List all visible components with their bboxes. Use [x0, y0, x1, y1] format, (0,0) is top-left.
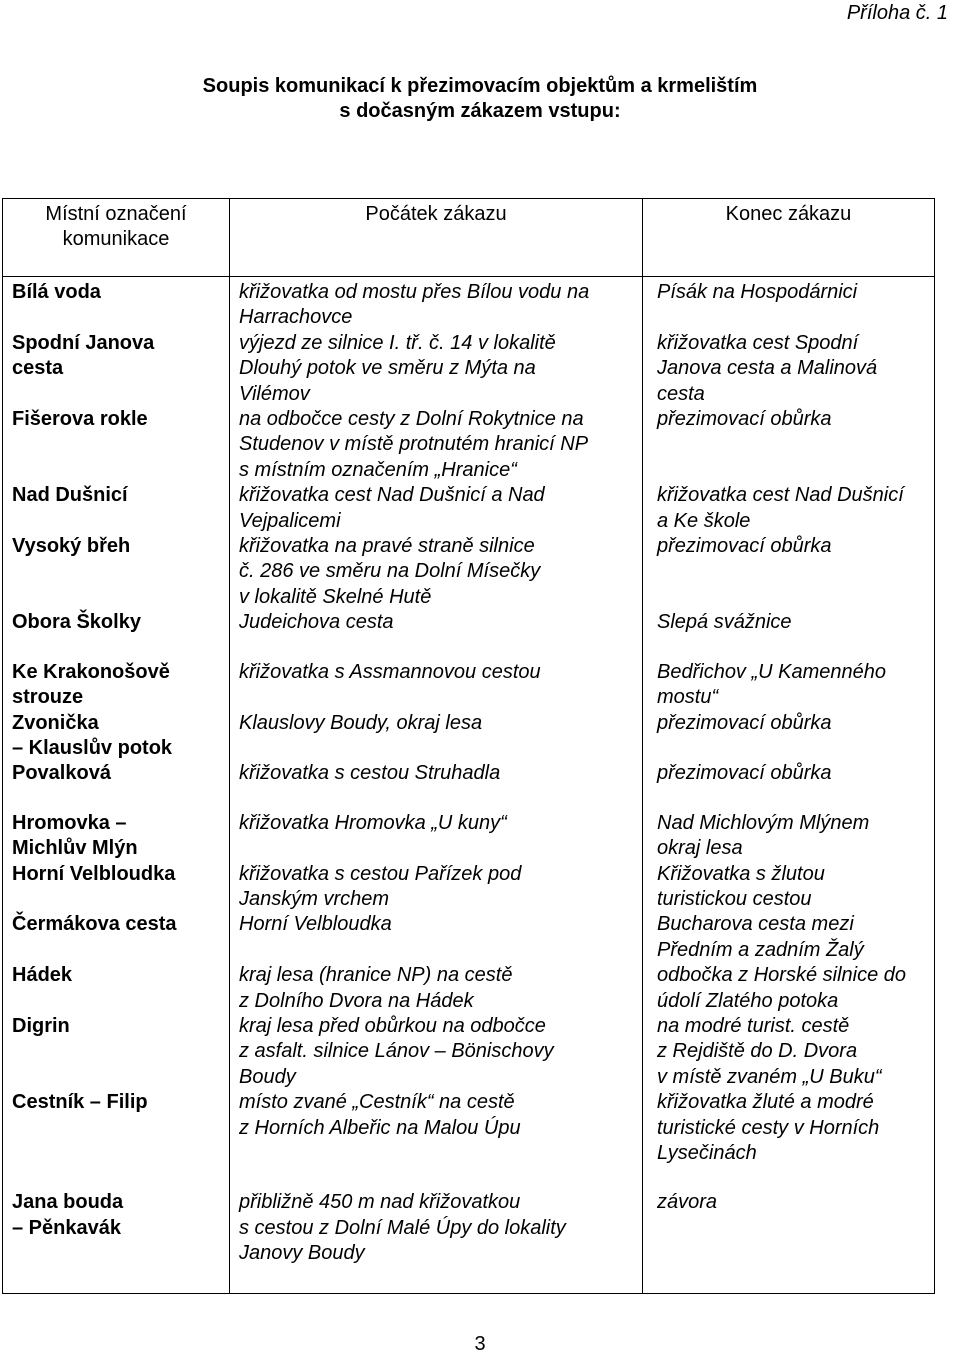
table-row	[3, 787, 935, 862]
cell-line: č. 286 ve směru na Dolní Mísečky	[239, 560, 541, 583]
cell-restriction-start	[230, 711, 643, 762]
cell-line: cesta	[12, 357, 64, 380]
table-row	[3, 331, 935, 407]
cell-line: mostu“	[657, 686, 719, 709]
cell-line: v místě zvaném „U Buku“	[657, 1065, 882, 1088]
cell-restriction-start	[230, 1090, 643, 1166]
header-local-name-line-2: komunikace	[62, 228, 170, 251]
cell-line: Klauslovy Boudy, okraj lesa	[239, 711, 483, 734]
cell-line: Čermákova cesta	[12, 913, 177, 936]
cell-line: křižovatka s Assmannovou cestou	[239, 660, 541, 683]
header-local-name	[3, 199, 230, 277]
cell-line: kraj lesa před obůrkou na odbočce	[239, 1014, 546, 1037]
annex-label: Příloha č. 1	[846, 2, 948, 24]
cell-line: turistickou cestou	[657, 887, 812, 910]
cell-line: Judeichova cesta	[239, 611, 394, 634]
cell-line: Michlův Mlýn	[12, 837, 138, 860]
cell-line: Nad Dušnicí	[12, 484, 128, 507]
cell-restriction-start	[230, 277, 643, 331]
cell-restriction-end	[643, 534, 935, 610]
table-header-row	[3, 199, 935, 277]
table-row	[3, 1166, 935, 1293]
cell-line: Boudy	[239, 1065, 296, 1088]
cell-line: turistické cesty v Horních	[657, 1116, 880, 1139]
cell-restriction-start	[230, 331, 643, 407]
cell-line: kraj lesa (hranice NP) na cestě	[239, 964, 513, 987]
cell-line: místo zvané „Cestník“ na cestě	[239, 1091, 515, 1114]
cell-communication-name	[3, 963, 230, 1014]
cell-line: křižovatka na pravé straně silnice	[239, 535, 535, 558]
cell-communication-name	[3, 1014, 230, 1090]
cell-restriction-end	[643, 963, 935, 1014]
cell-communication-name	[3, 1166, 230, 1293]
title-line-1: Soupis komunikací k přezimovacím objektům a krmelištím	[202, 75, 758, 97]
table-row	[3, 610, 935, 635]
cell-line: – Klauslův potok	[12, 736, 173, 759]
cell-restriction-start	[230, 1014, 643, 1090]
table-row	[3, 862, 935, 913]
cell-line: Obora Školky	[12, 611, 141, 634]
cell-line: cesta	[657, 382, 705, 405]
cell-line: Bílá voda	[12, 281, 101, 303]
cell-line: Horní Velbloudka	[12, 862, 176, 885]
cell-line: Vysoký břeh	[12, 535, 131, 558]
table-row	[3, 711, 935, 762]
cell-restriction-start	[230, 407, 643, 483]
cell-line: křižovatka s cestou Struhadla	[239, 762, 501, 785]
cell-restriction-end	[643, 1014, 935, 1090]
cell-line: závora	[657, 1191, 718, 1214]
restrictions-table	[2, 198, 935, 1294]
cell-line: přezimovací obůrka	[657, 762, 832, 785]
cell-restriction-start	[230, 534, 643, 610]
cell-restriction-start	[230, 1166, 643, 1293]
cell-line: a Ke škole	[657, 509, 751, 532]
cell-line: Dlouhý potok ve směru z Mýta na	[239, 357, 536, 380]
cell-restriction-start	[230, 787, 643, 862]
cell-line: Vejpalicemi	[239, 509, 341, 532]
cell-line: – Pěnkavák	[12, 1216, 121, 1239]
cell-line: Vilémov	[239, 382, 310, 405]
cell-communication-name	[3, 636, 230, 711]
cell-line: výjezd ze silnice I. tř. č. 14 v lokalitě	[239, 331, 556, 354]
cell-restriction-end	[643, 787, 935, 862]
cell-restriction-end	[643, 483, 935, 534]
cell-line: Křižovatka s žlutou	[657, 862, 825, 885]
cell-line: Janským vrchem	[239, 887, 390, 910]
cell-restriction-end	[643, 711, 935, 762]
cell-line: s cestou z Dolní Malé Úpy do lokality	[239, 1216, 566, 1239]
cell-line: strouze	[12, 686, 84, 709]
header-end: Konec zákazu	[643, 199, 935, 277]
cell-line: s místním označením „Hranice“	[239, 458, 517, 481]
cell-line: křižovatka cest Spodní	[657, 331, 859, 354]
table-row	[3, 761, 935, 786]
cell-communication-name	[3, 534, 230, 610]
cell-line: Janova cesta a Malinová	[657, 357, 878, 380]
cell-restriction-end	[643, 1090, 935, 1166]
cell-line: z Rejdiště do D. Dvora	[657, 1040, 858, 1063]
cell-restriction-start	[230, 912, 643, 963]
cell-line: křižovatka cest Nad Dušnicí a Nad	[239, 484, 545, 507]
cell-communication-name	[3, 912, 230, 963]
cell-line: Předním a zadním Žalý	[657, 938, 864, 961]
cell-line: Jana bouda	[12, 1191, 124, 1214]
page-number: 3	[474, 1333, 486, 1355]
cell-line: Cestník – Filip	[12, 1091, 148, 1114]
cell-restriction-end	[643, 636, 935, 711]
table-row	[3, 636, 935, 711]
cell-restriction-start	[230, 483, 643, 534]
title-line-2: s dočasným zákazem vstupu:	[339, 100, 621, 122]
cell-line: Hromovka –	[12, 811, 127, 834]
cell-communication-name	[3, 711, 230, 762]
cell-line: údolí Zlatého potoka	[657, 989, 839, 1012]
cell-line: přibližně 450 m nad křižovatkou	[239, 1191, 521, 1214]
cell-line: Studenov v místě protnutém hranicí NP	[239, 433, 589, 456]
cell-line: křižovatka cest Nad Dušnicí	[657, 484, 904, 507]
table-row	[3, 277, 935, 331]
cell-restriction-end	[643, 277, 935, 331]
cell-line: Slepá svážnice	[657, 611, 792, 634]
table-row	[3, 1090, 935, 1166]
table-row	[3, 534, 935, 610]
cell-line: v lokalitě Skelné Hutě	[239, 585, 432, 608]
cell-line: na odbočce cesty z Dolní Rokytnice na	[239, 408, 584, 431]
cell-line: křižovatka žluté a modré	[657, 1091, 874, 1114]
cell-communication-name	[3, 787, 230, 862]
cell-line: Digrin	[12, 1014, 70, 1037]
cell-line: křižovatka od mostu přes Bílou vodu na	[239, 281, 590, 303]
cell-line: Bedřichov „U Kamenného	[657, 660, 887, 683]
cell-communication-name	[3, 407, 230, 483]
cell-communication-name	[3, 761, 230, 786]
cell-communication-name	[3, 610, 230, 635]
cell-line: na modré turist. cestě	[657, 1014, 850, 1037]
table-row	[3, 1014, 935, 1090]
cell-line: odbočka z Horské silnice do	[657, 964, 907, 987]
cell-line: Harrachovce	[239, 306, 353, 329]
cell-line: Janovy Boudy	[239, 1242, 365, 1265]
cell-restriction-start	[230, 636, 643, 711]
cell-line: okraj lesa	[657, 837, 743, 860]
cell-restriction-start	[230, 963, 643, 1014]
cell-communication-name	[3, 862, 230, 913]
document-title	[0, 74, 960, 124]
cell-line: Zvonička	[12, 711, 99, 734]
cell-restriction-end	[643, 610, 935, 635]
cell-line: křižovatka Hromovka „U kuny“	[239, 811, 507, 834]
cell-communication-name	[3, 277, 230, 331]
cell-line: Spodní Janova	[12, 331, 155, 354]
cell-restriction-end	[643, 331, 935, 407]
cell-line: Fišerova rokle	[12, 408, 148, 431]
cell-restriction-end	[643, 862, 935, 913]
cell-line: přezimovací obůrka	[657, 711, 832, 734]
cell-line: Ke Krakonošově	[12, 660, 170, 683]
cell-line: z Dolního Dvora na Hádek	[239, 989, 474, 1012]
header-start: Počátek zákazu	[230, 199, 643, 277]
cell-communication-name	[3, 1090, 230, 1166]
cell-communication-name	[3, 483, 230, 534]
table-row	[3, 483, 935, 534]
table-row	[3, 912, 935, 963]
cell-line: Lysečinách	[657, 1142, 757, 1164]
cell-restriction-start	[230, 862, 643, 913]
cell-restriction-end	[643, 912, 935, 963]
cell-restriction-end	[643, 761, 935, 786]
cell-line: Písák na Hospodárnici	[657, 281, 858, 303]
cell-line: Povalková	[12, 762, 111, 785]
table-row	[3, 963, 935, 1014]
cell-line: Horní Velbloudka	[239, 913, 392, 936]
cell-restriction-start	[230, 610, 643, 635]
cell-restriction-end	[643, 407, 935, 483]
cell-line: Bucharova cesta mezi	[657, 913, 854, 936]
cell-communication-name	[3, 331, 230, 407]
cell-line: z Horních Albeřic na Malou Úpu	[239, 1116, 521, 1139]
cell-line: z asfalt. silnice Lánov – Bönischovy	[239, 1040, 554, 1063]
header-local-name-line-1: Místní označení	[45, 203, 187, 225]
cell-line: křižovatka s cestou Pařízek pod	[239, 862, 522, 885]
cell-restriction-start	[230, 761, 643, 786]
cell-line: přezimovací obůrka	[657, 535, 832, 558]
cell-restriction-end	[643, 1166, 935, 1293]
cell-line: přezimovací obůrka	[657, 408, 832, 431]
table-row	[3, 407, 935, 483]
cell-line: Hádek	[12, 964, 73, 987]
cell-line: Nad Michlovým Mlýnem	[657, 811, 870, 834]
